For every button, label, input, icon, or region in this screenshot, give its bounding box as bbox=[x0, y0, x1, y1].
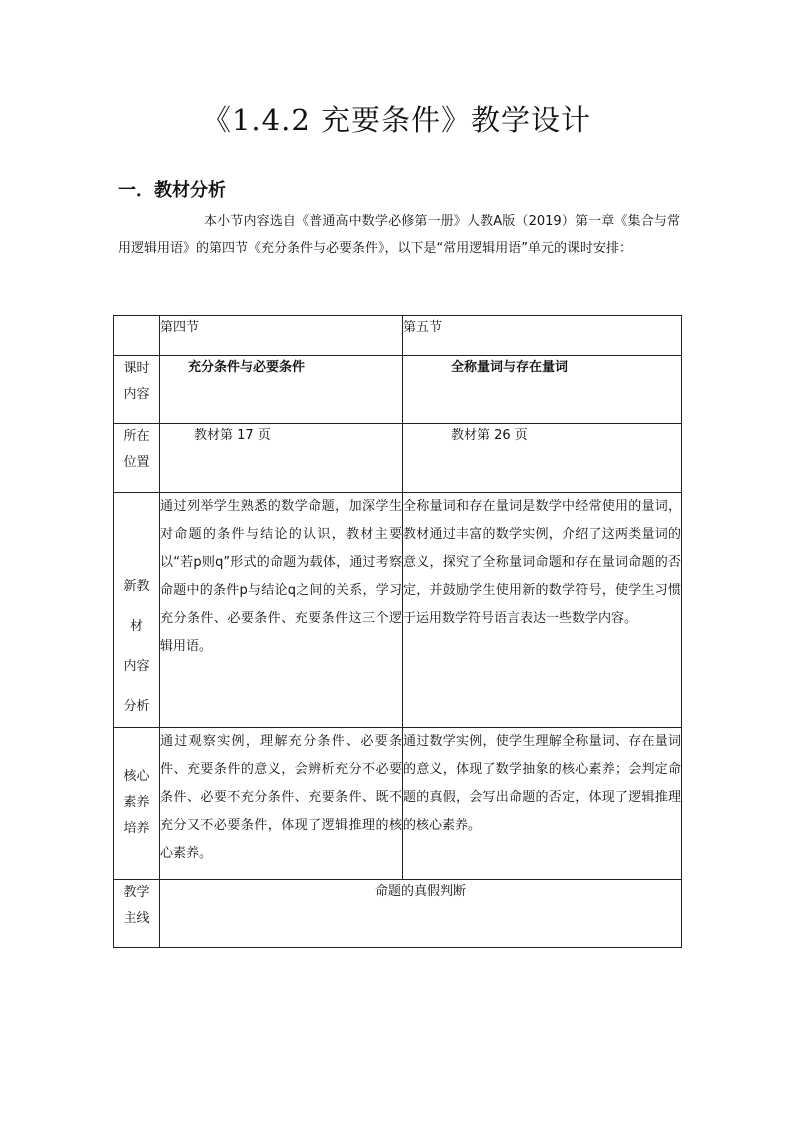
analysis-section-5: 全称量词和存在量词是数学中经常使用的量词，教材通过丰富的数学实例，介绍了这两类量词的意义，探究了全称量词命题和存在量词命题的否定，并鼓励学生使用新的数学符号，使学生习惯于运用数学符号语言表达一些数学内容。 bbox=[403, 493, 682, 728]
table-row bbox=[114, 356, 682, 424]
literacy-section-5: 通过数学实例，使学生理解全称量词、存在量词的意义，体现了数学抽象的核心素养；会判定命题的真假，会写出命题的否定，体现了逻辑推理的核心素养。 bbox=[403, 728, 682, 880]
row-label-line: 位置 bbox=[123, 455, 150, 470]
topic-section-4: 充分条件与必要条件 bbox=[160, 356, 403, 424]
header-section-4: 第四节 bbox=[160, 316, 403, 356]
position-section-5: 教材第 26 页 bbox=[403, 424, 682, 493]
document-title: 《1.4.2 充要条件》教学设计 bbox=[201, 103, 591, 137]
row-label-position bbox=[114, 424, 160, 493]
table-header-row bbox=[114, 316, 682, 356]
row-label-line: 内容 bbox=[123, 387, 150, 402]
table-row bbox=[114, 493, 682, 728]
schedule-table bbox=[113, 315, 682, 948]
mainline-merged-cell: 命题的真假判断 bbox=[160, 880, 682, 948]
header-section-5: 第五节 bbox=[403, 316, 682, 356]
table-row bbox=[114, 424, 682, 493]
section-heading: 一．教材分析 bbox=[118, 180, 226, 201]
intro-paragraph: 本小节内容选自《普通高中数学必修第一册》人教A版（2019）第一章《集合与常用逻辑用语》的第四节《充分条件与必要条件》，以下是“常用逻辑用语”单元的课时安排： bbox=[118, 214, 680, 256]
row-label-line: 教学 bbox=[123, 885, 150, 900]
row-label-line: 所在 bbox=[123, 429, 150, 444]
row-label-mainline bbox=[114, 880, 160, 948]
row-label-line: 培养 bbox=[123, 821, 150, 836]
row-label-literacy bbox=[114, 728, 160, 880]
row-label-line: 素养 bbox=[123, 795, 150, 810]
row-label-line: 新教 bbox=[123, 579, 150, 594]
row-label-line: 课时 bbox=[123, 361, 150, 376]
literacy-section-4: 通过观察实例，理解充分条件、必要条件、充要条件的意义，会辨析充分不必要条件、必要不充分条件、充要条件、既不充分又不必要条件，体现了逻辑推理的核心素养。 bbox=[160, 728, 403, 880]
row-label-content bbox=[114, 356, 160, 424]
topic-section-5: 全称量词与存在量词 bbox=[403, 356, 682, 424]
header-corner-cell bbox=[114, 316, 160, 356]
row-label-analysis bbox=[114, 493, 160, 728]
row-label-line: 内容 bbox=[123, 659, 150, 674]
row-label-line: 分析 bbox=[123, 699, 150, 714]
row-label-line: 材 bbox=[129, 619, 143, 634]
row-label-line: 主线 bbox=[123, 911, 150, 926]
table-row bbox=[114, 880, 682, 948]
table-row bbox=[114, 728, 682, 880]
analysis-section-4: 通过列举学生熟悉的数学命题，加深学生对命题的条件与结论的认识，教材主要以“若p则q”形式的命题为载体，通过考察命题中的条件p与结论q之间的关系，学习充分条件、必要条件、充要条件这三个逻辑用语。 bbox=[160, 493, 403, 728]
position-section-4: 教材第 17 页 bbox=[160, 424, 403, 493]
row-label-line: 核心 bbox=[123, 769, 150, 784]
